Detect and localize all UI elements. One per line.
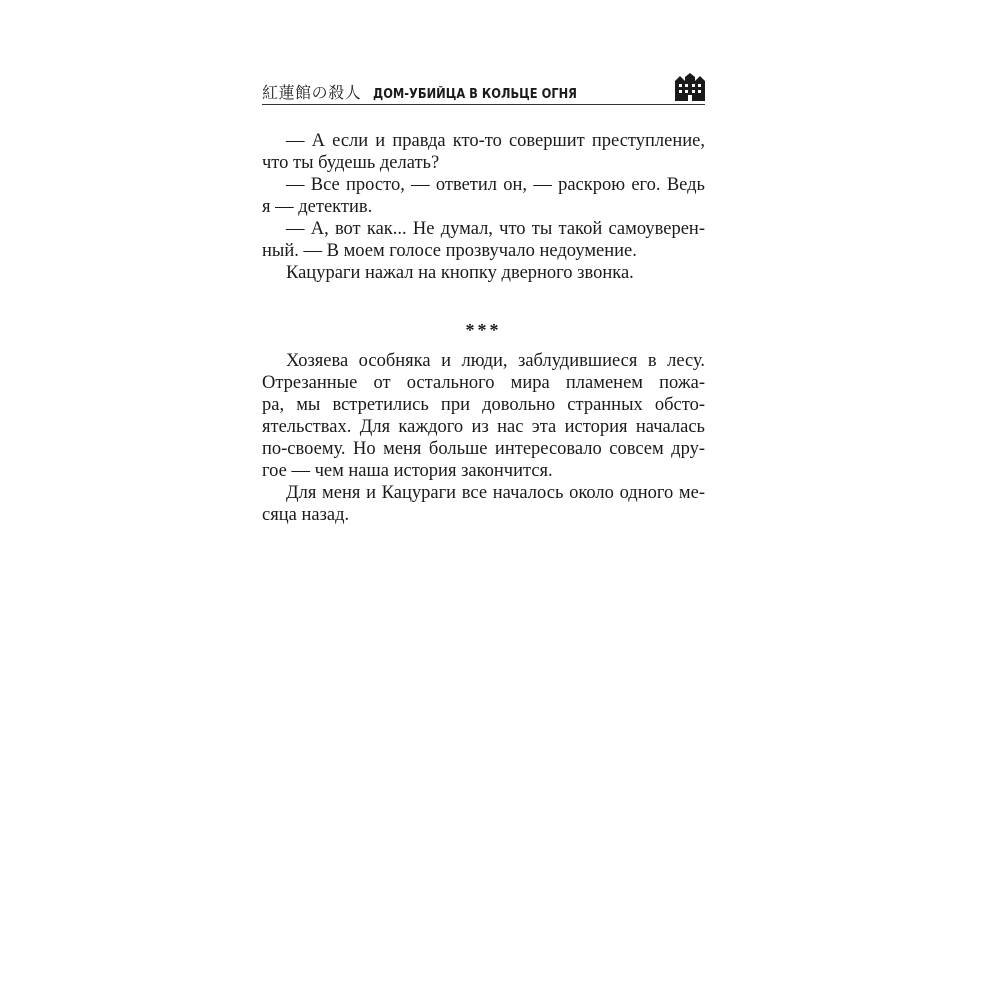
text-line: Отрезанные от остального мира пламенем пожа- xyxy=(262,373,705,393)
header-russian-title: ДОМ-УБИЙЦА В КОЛЬЦЕ ОГНЯ xyxy=(373,87,578,102)
text-line: Для меня и Кацураги все началось около одного ме- xyxy=(286,483,705,503)
text-line: ный. — В моем голосе прозвучало недоумение. xyxy=(262,241,637,261)
running-header xyxy=(262,70,705,105)
text-line: гое — чем наша история закончится. xyxy=(262,461,553,481)
text-line: ятельствах. Для каждого из нас эта история началась xyxy=(262,417,705,437)
text-line: сяца назад. xyxy=(262,505,350,525)
text-line: — А если и правда кто-то совершит преступление, xyxy=(286,131,705,151)
text-line: ра, мы встретились при довольно странных обсто- xyxy=(262,395,705,415)
section-one-text xyxy=(262,130,705,284)
section-separator: *** xyxy=(465,320,502,340)
text-line: по-своему. Но меня больше интересовало совсем дру- xyxy=(262,439,705,459)
header-japanese-title: 紅蓮館の殺人 xyxy=(262,83,362,102)
header-titles xyxy=(262,80,605,103)
section-two-text xyxy=(262,350,705,526)
text-line: — А, вот как... Не думал, что ты такой самоуверен- xyxy=(286,219,705,239)
text-line: Хозяева особняка и люди, заблудившиеся в лесу. xyxy=(286,351,705,371)
text-line: Кацураги нажал на кнопку дверного звонка. xyxy=(286,263,634,283)
text-line: — Все просто, — ответил он, — раскрою его. Ведь xyxy=(286,175,705,195)
text-line: что ты будешь делать? xyxy=(262,153,440,173)
building-icon xyxy=(675,73,705,101)
text-line: я — детектив. xyxy=(262,197,373,217)
